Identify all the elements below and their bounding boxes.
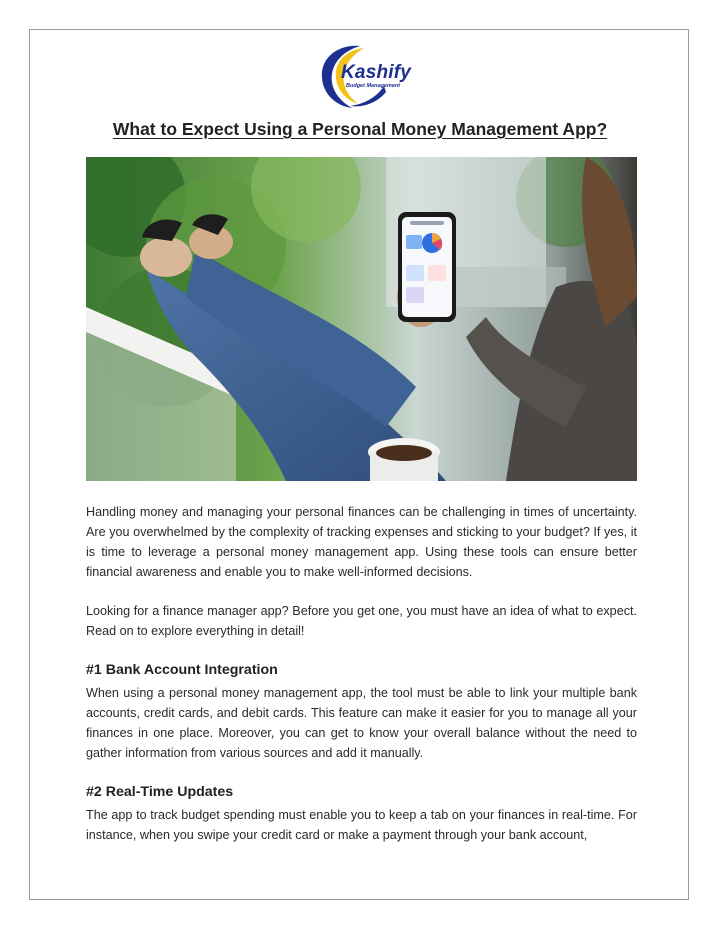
page-title-text: What to Expect Using a Personal Money Management App? — [112, 119, 608, 139]
intro-paragraph-2-text: Looking for a finance manager app? Before you get one, you must have an idea of what to expect. Read on to explore everything in detail! — [86, 604, 637, 638]
section-body-real-time-updates — [86, 805, 637, 845]
page-title — [0, 119, 720, 140]
logo-brand-text: Kashify — [341, 62, 412, 83]
kashify-logo — [316, 42, 412, 110]
intro-paragraph-2 — [86, 601, 637, 641]
section-body-bank-integration-text: When using a personal money management app, the tool must be able to link your multiple bank accounts, credit cards, and debit cards. This feature can make it easier for you to manage all your finances in one place. Moreover, you can get to know your overall balance without the need to gather information from various sources and add it manually. — [86, 686, 637, 760]
hero-photo — [86, 157, 637, 481]
section-body-real-time-updates-text: The app to track budget spending must enable you to keep a tab on your finances in real-time. For instance, when you swipe your credit card or make a payment through your bank account, — [86, 808, 637, 842]
intro-paragraph-1-text: Handling money and managing your personal finances can be challenging in times of uncertainty. Are you overwhelmed by the complexity of tracking expenses and sticking to your budget? If yes, it is time to leverage a personal money management app. Using these tools can ensure better financial awareness and enable you to make well-informed decisions. — [86, 505, 637, 579]
logo-tagline: Budget Management — [346, 83, 401, 89]
section-heading-bank-integration: #1 Bank Account Integration — [86, 662, 278, 678]
intro-paragraph-1 — [86, 502, 637, 582]
section-heading-real-time-updates: #2 Real-Time Updates — [86, 784, 234, 800]
section-body-bank-integration — [86, 683, 637, 763]
hero-illustration — [86, 157, 637, 481]
